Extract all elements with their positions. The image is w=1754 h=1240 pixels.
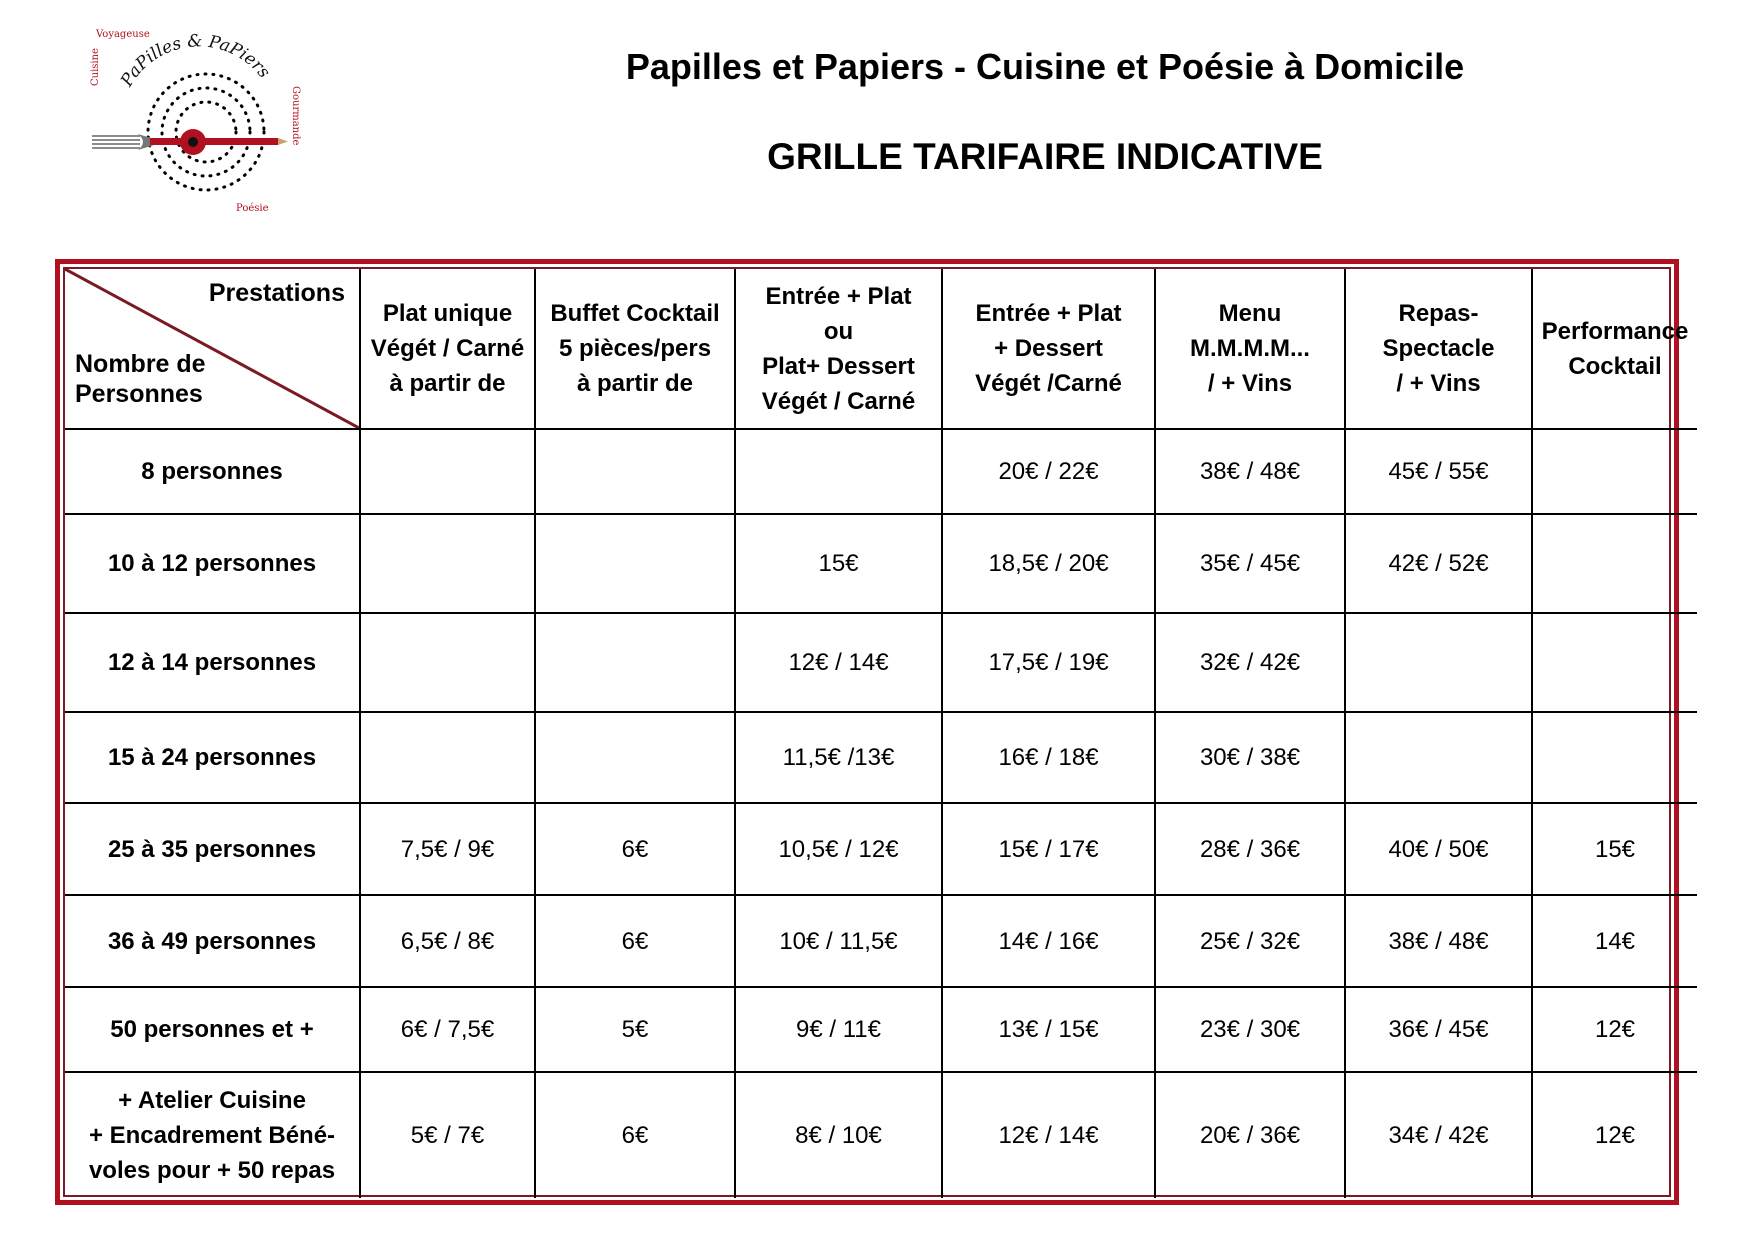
column-header: Plat unique Végét / Carné à partir de [360,269,535,429]
svg-text:PaPilles & PaPiers [117,31,275,91]
table-row [65,987,1697,1072]
price-cell [1532,429,1697,514]
price-cell: 10€ / 11,5€ [735,895,942,987]
price-cell: 8€ / 10€ [735,1072,942,1198]
column-header: Buffet Cocktail 5 pièces/pers à partir de [535,269,735,429]
price-cell: 20€ / 36€ [1155,1072,1345,1198]
price-cell: 35€ / 45€ [1155,514,1345,613]
row-header: 50 personnes et + [65,987,360,1072]
corner-header-cell [65,269,360,429]
table-row [65,514,1697,613]
price-cell [1345,712,1532,803]
price-cell [535,429,735,514]
price-cell [1532,514,1697,613]
price-cell: 9€ / 11€ [735,987,942,1072]
price-cell: 7,5€ / 9€ [360,803,535,895]
price-cell [1345,613,1532,712]
price-cell: 40€ / 50€ [1345,803,1532,895]
price-cell: 12€ [1532,987,1697,1072]
price-cell: 38€ / 48€ [1345,895,1532,987]
price-cell: 38€ / 48€ [1155,429,1345,514]
price-cell [735,429,942,514]
price-cell: 13€ / 15€ [942,987,1155,1072]
price-cell [360,712,535,803]
table-row [65,1072,1697,1198]
price-cell: 5€ / 7€ [360,1072,535,1198]
price-cell: 30€ / 38€ [1155,712,1345,803]
corner-label-prestations: Prestations [208,279,345,307]
papilles-papiers-logo [88,14,313,244]
price-cell: 28€ / 36€ [1155,803,1345,895]
row-header: 36 à 49 personnes [65,895,360,987]
price-cell: 6,5€ / 8€ [360,895,535,987]
price-cell: 12€ / 14€ [942,1072,1155,1198]
page-title: Papilles et Papiers - Cuisine et Poésie à Domicile [625,46,1465,87]
price-cell: 14€ [1532,895,1697,987]
price-cell [535,712,735,803]
logo-word-gourmande: Gourmande [290,86,301,146]
price-cell: 32€ / 42€ [1155,613,1345,712]
table-row [65,429,1697,514]
column-header: Menu M.M.M.M... / + Vins [1155,269,1345,429]
price-cell: 20€ / 22€ [942,429,1155,514]
price-cell: 45€ / 55€ [1345,429,1532,514]
row-header: 15 à 24 personnes [65,712,360,803]
price-cell [360,514,535,613]
price-cell: 12€ / 14€ [735,613,942,712]
row-header: 12 à 14 personnes [65,613,360,712]
price-cell: 14€ / 16€ [942,895,1155,987]
price-cell [535,514,735,613]
row-header: 25 à 35 personnes [65,803,360,895]
price-cell: 36€ / 45€ [1345,987,1532,1072]
column-header: Performance Cocktail [1532,269,1697,429]
table-row [65,895,1697,987]
price-cell: 10,5€ / 12€ [735,803,942,895]
column-header: Repas- Spectacle / + Vins [1345,269,1532,429]
corner-label-personnes: Nombre de Personnes [75,350,206,408]
price-cell: 16€ / 18€ [942,712,1155,803]
pencil-icon [150,138,288,145]
price-cell: 25€ / 32€ [1155,895,1345,987]
tariff-table [65,269,1697,1198]
price-cell: 42€ / 52€ [1345,514,1532,613]
price-cell: 15€ / 17€ [942,803,1155,895]
price-cell: 17,5€ / 19€ [942,613,1155,712]
price-cell: 15€ [735,514,942,613]
logo-arc-text: PaPilles & PaPiers [117,31,274,91]
tariff-grid [55,259,1689,1205]
price-cell: 6€ / 7,5€ [360,987,535,1072]
table-row [65,613,1697,712]
header-row [65,269,1697,429]
price-cell: 11,5€ /13€ [735,712,942,803]
price-cell: 5€ [535,987,735,1072]
price-cell [360,429,535,514]
page-subtitle: GRILLE TARIFAIRE INDICATIVE [767,136,1323,177]
price-cell [360,613,535,712]
price-cell [535,613,735,712]
row-header: 8 personnes [65,429,360,514]
price-cell: 15€ [1532,803,1697,895]
price-cell: 18,5€ / 20€ [942,514,1155,613]
price-cell: 12€ [1532,1072,1697,1198]
price-cell: 6€ [535,803,735,895]
price-cell: 6€ [535,1072,735,1198]
logo-word-poesie: Poésie [236,203,269,214]
row-header: + Atelier Cuisine + Encadrement Béné- voles pour + 50 repas [65,1072,360,1198]
price-cell [1532,613,1697,712]
price-cell: 23€ / 30€ [1155,987,1345,1072]
price-cell: 6€ [535,895,735,987]
column-header: Entrée + Plat ou Plat+ Dessert Végét / Carné [735,269,942,429]
price-cell: 34€ / 42€ [1345,1072,1532,1198]
fork-icon [92,134,154,150]
price-cell [1532,712,1697,803]
logo-word-voyageuse: Voyageuse [96,29,150,40]
logo-word-cuisine: Cuisine [90,48,101,86]
table-row [65,803,1697,895]
row-header: 10 à 12 personnes [65,514,360,613]
table-row [65,712,1697,803]
column-header: Entrée + Plat + Dessert Végét /Carné [942,269,1155,429]
